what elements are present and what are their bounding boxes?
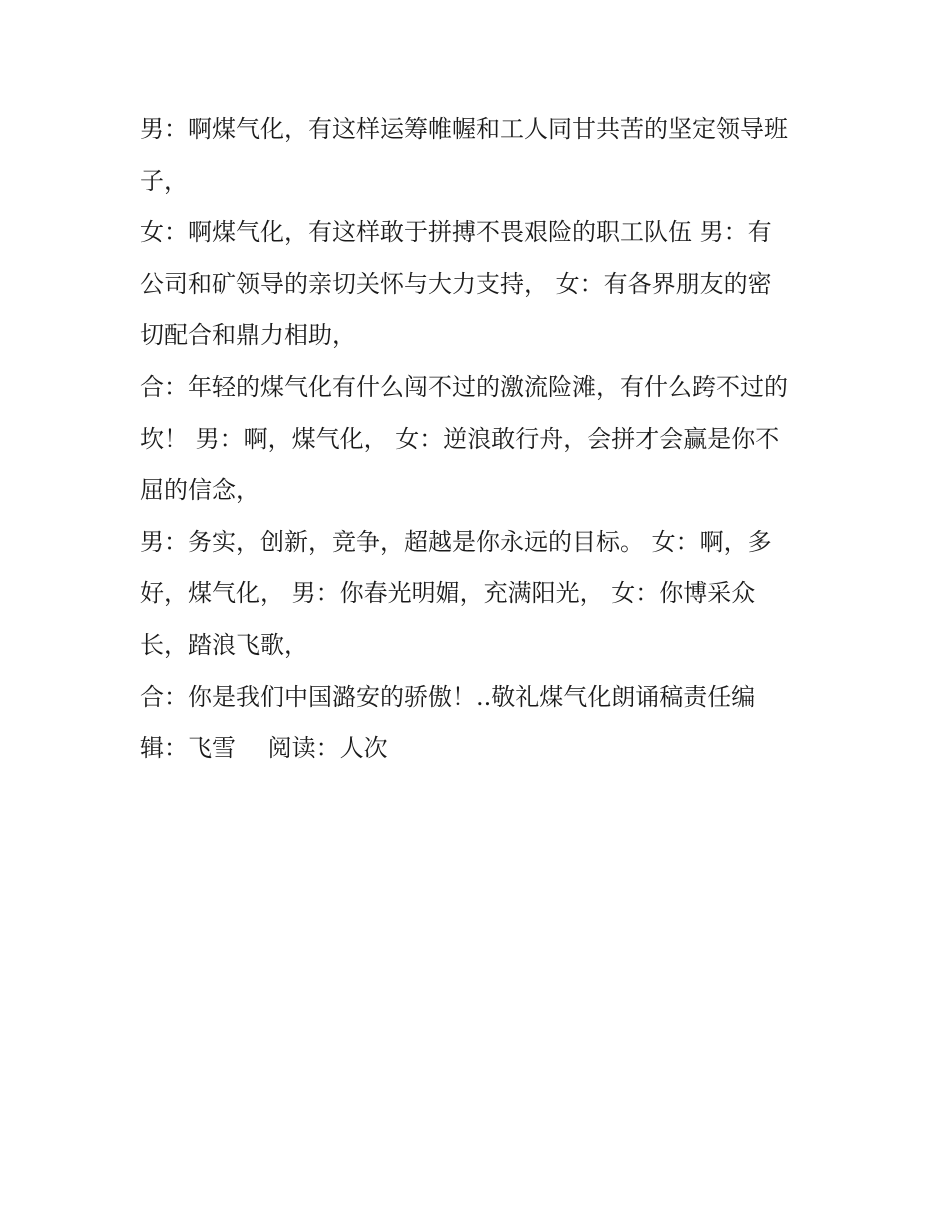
- text-line: 屈的信念，: [140, 476, 260, 505]
- text-line: 好，煤气化， 男：你春光明媚，充满阳光， 女：你博采众: [140, 579, 756, 608]
- text-line: 女：啊煤气化，有这样敢于拼搏不畏艰险的职工队伍 男：有: [140, 218, 772, 247]
- text-line: 坎！ 男：啊，煤气化， 女：逆浪敢行舟，会拼才会赢是你不: [140, 424, 780, 453]
- text-line: 切配合和鼎力相助，: [140, 321, 356, 350]
- editor-credit-line: 辑：飞雪 阅读：人次: [140, 734, 388, 763]
- text-line: 男：啊煤气化，有这样运筹帷幄和工人同甘共苦的坚定领导班: [140, 115, 788, 143]
- text-line: 男：务实，创新，竞争，超越是你永远的目标。 女：啊，多: [140, 527, 772, 556]
- recitation-text: [140, 104, 830, 775]
- text-line: 长，踏浪飞歌，: [140, 630, 308, 659]
- text-line: 公司和矿领导的亲切关怀与大力支持， 女：有各界朋友的密: [140, 269, 772, 298]
- text-line: 子，: [140, 166, 188, 195]
- text-line: 合：你是我们中国潞安的骄傲！..敬礼煤气化朗诵稿责任编: [140, 682, 756, 711]
- text-line: 合：年轻的煤气化有什么闯不过的激流险滩，有什么跨不过的: [140, 372, 788, 401]
